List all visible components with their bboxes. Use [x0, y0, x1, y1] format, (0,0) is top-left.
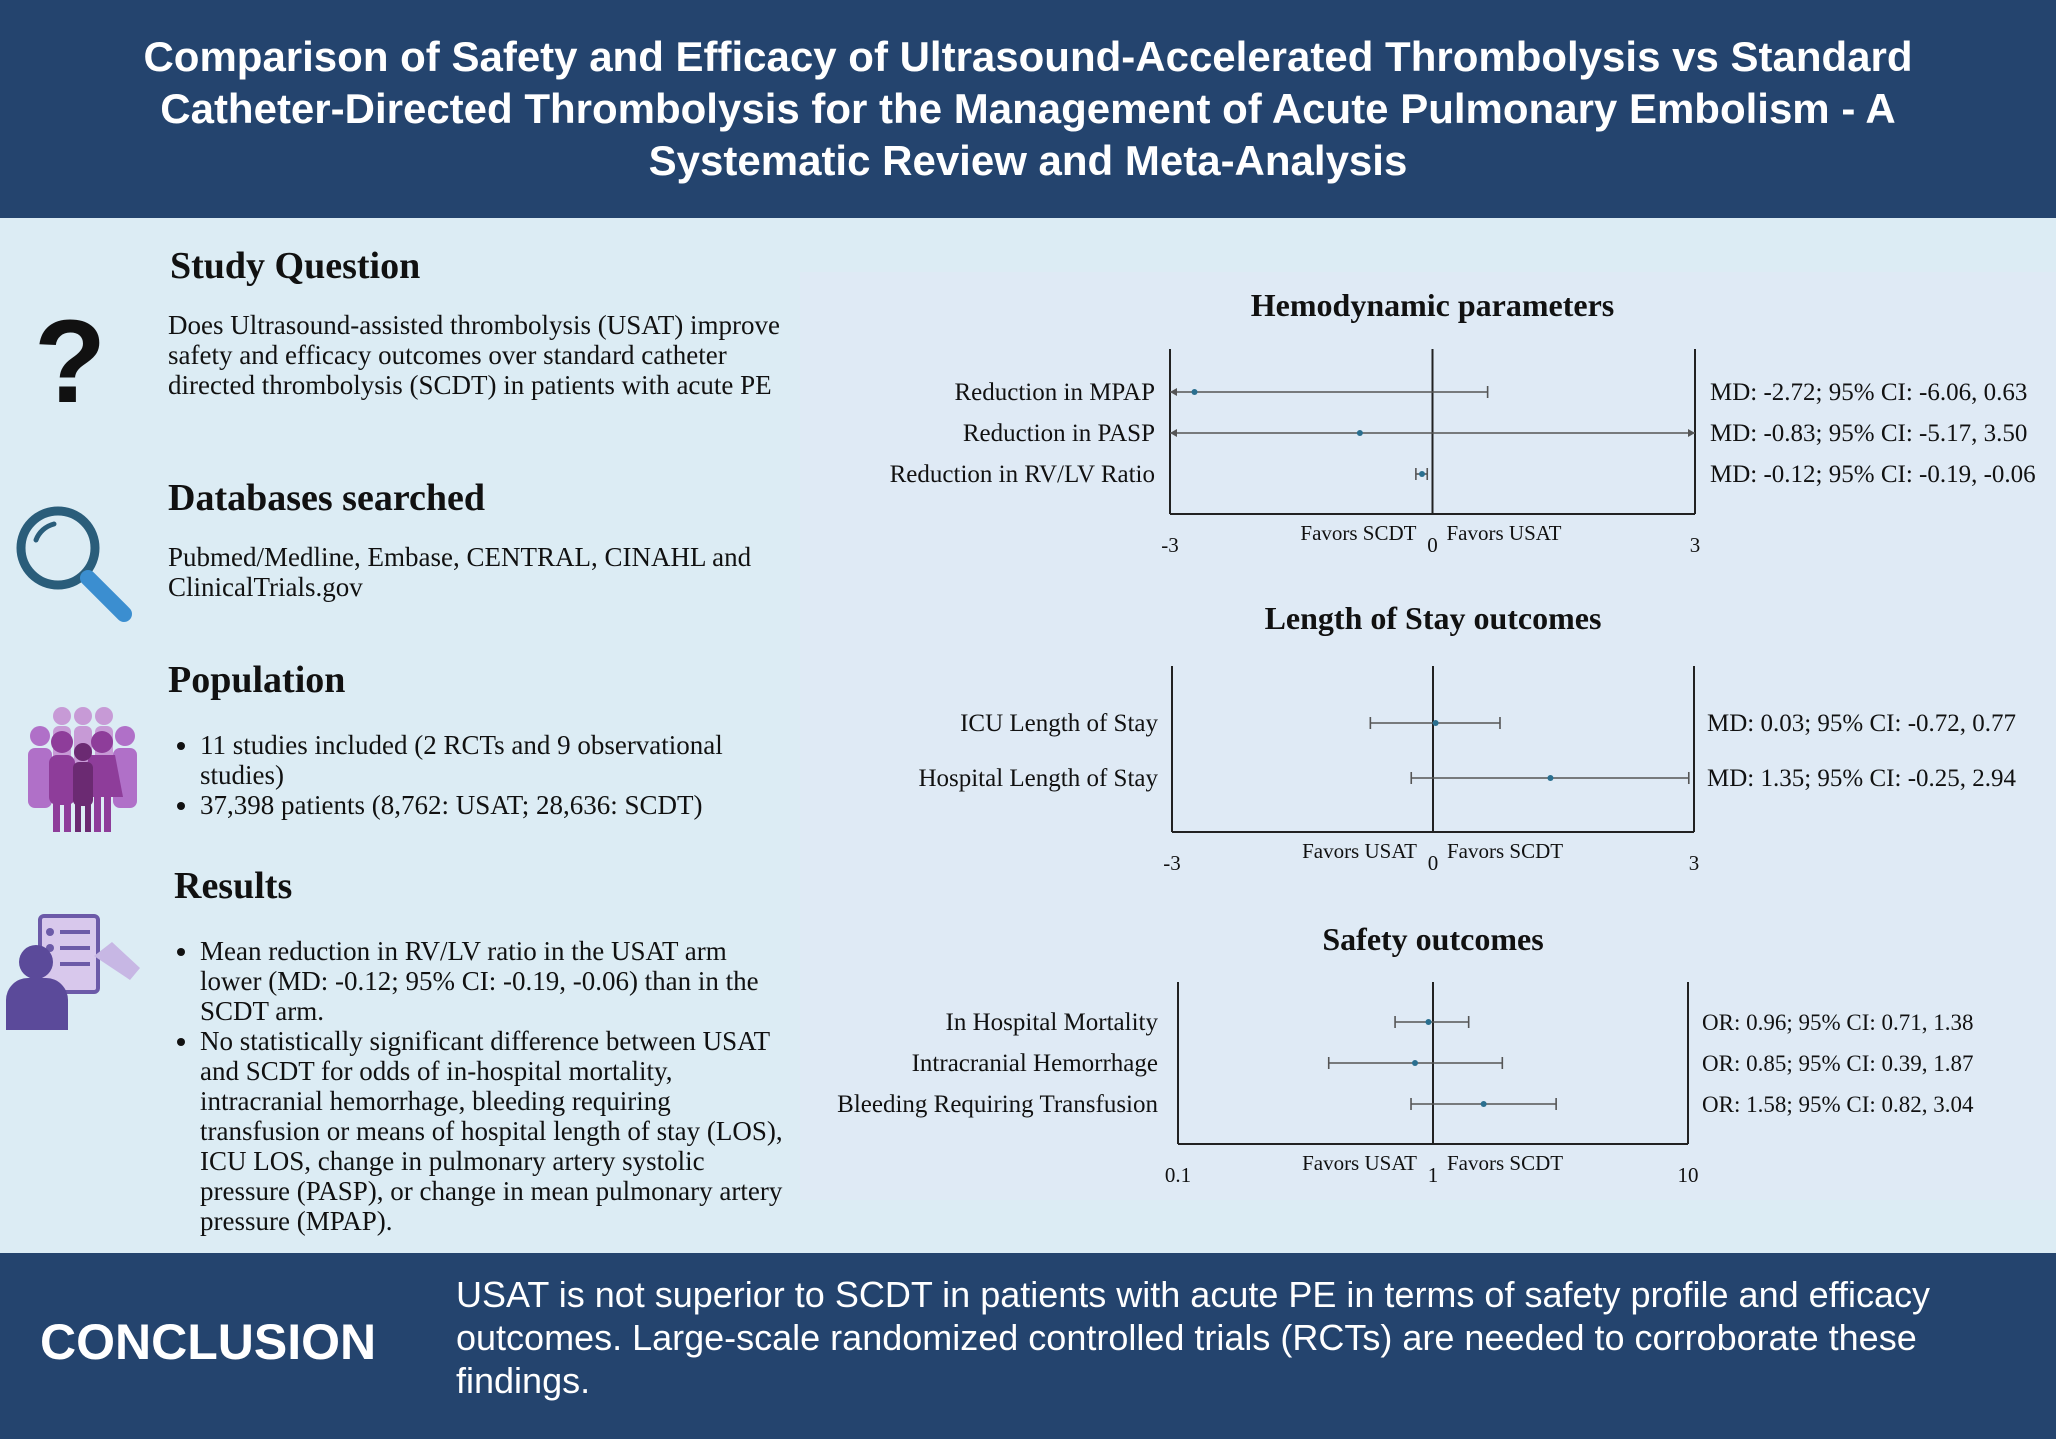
x-tick-label: 3 [1689, 533, 1701, 557]
point-estimate [1357, 430, 1363, 436]
point-estimate [1433, 720, 1439, 726]
results-heading: Results [174, 865, 293, 907]
conclusion-label: CONCLUSION [40, 1314, 377, 1370]
effect-estimate-text: MD: -0.83; 95% CI: -5.17, 3.50 [1710, 420, 2028, 447]
ci-arrow-right [1688, 429, 1695, 437]
page-title: Comparison of Safety and Efficacy of Ultrasound-Accelerated Thrombolysis vs Standard Catheter-Directed Thrombolysis for the Management of Acute Pulmonary Embolism - A Systematic Review and Meta-Analysis [143, 33, 1913, 184]
row-label: Intracranial Hemorrhage [911, 1050, 1158, 1077]
results-checklist-icon [2, 912, 148, 1032]
study-question-heading: Study Question [170, 245, 421, 287]
forest-plots-svg [800, 272, 2056, 1200]
population-list [168, 730, 778, 820]
left-panel [0, 218, 800, 1253]
favors-left-label: Favors SCDT [1300, 521, 1417, 545]
ci-arrow-left [1170, 429, 1177, 437]
effect-estimate-text: MD: 1.35; 95% CI: -0.25, 2.94 [1707, 765, 2017, 792]
x-tick-label: 0 [1427, 533, 1438, 557]
row-label: Reduction in RV/LV Ratio [889, 461, 1155, 488]
point-estimate [1547, 775, 1553, 781]
row-label: In Hospital Mortality [945, 1009, 1158, 1036]
point-estimate [1481, 1101, 1487, 1107]
forest-plots-panel [800, 272, 2056, 1200]
x-tick-label: 10 [1677, 1163, 1699, 1187]
row-label: Hospital Length of Stay [918, 765, 1158, 792]
point-estimate [1412, 1060, 1418, 1066]
favors-right-label: Favors USAT [1446, 521, 1562, 545]
x-tick-label: 1 [1427, 1163, 1439, 1187]
favors-right-label: Favors SCDT [1447, 839, 1564, 863]
results-list [168, 936, 790, 1236]
effect-estimate-text: MD: 0.03; 95% CI: -0.72, 0.77 [1707, 710, 2017, 737]
point-estimate [1419, 471, 1425, 477]
favors-left-label: Favors USAT [1302, 1151, 1417, 1175]
x-tick-label: -3 [1163, 851, 1181, 875]
conclusion-text: USAT is not superior to SCDT in patients with acute PE in terms of safety profile and efficacy outcomes. Large-scale randomized controlled trials (RCTs) are needed to corroborate these findings. [456, 1274, 1931, 1401]
chart-title: Safety outcomes [1322, 921, 1544, 957]
x-tick-label: 3 [1688, 851, 1700, 875]
point-estimate [1192, 389, 1198, 395]
ci-arrow-left [1170, 388, 1177, 396]
row-label: Bleeding Requiring Transfusion [837, 1091, 1158, 1118]
x-tick-label: -3 [1161, 533, 1179, 557]
population-people-icon [22, 704, 144, 834]
conclusion-banner [0, 1253, 2056, 1439]
row-label: Reduction in PASP [962, 420, 1155, 447]
point-estimate [1425, 1019, 1431, 1025]
effect-estimate-text: OR: 1.58; 95% CI: 0.82, 3.04 [1702, 1092, 1974, 1117]
row-label: Reduction in MPAP [954, 379, 1155, 406]
effect-estimate-text: MD: -2.72; 95% CI: -6.06, 0.63 [1710, 379, 2028, 406]
population-heading: Population [168, 659, 346, 701]
study-question-text: Does Ultrasound-assisted thrombolysis (USAT) improve safety and efficacy outcomes over standard catheter directed thrombolysis (SCDT) in patients with acute PE [168, 310, 780, 400]
effect-estimate-text: MD: -0.12; 95% CI: -0.19, -0.06 [1710, 461, 2036, 488]
magnifier-icon [10, 500, 135, 625]
header-banner [0, 0, 2056, 218]
databases-text: Pubmed/Medline, Embase, CENTRAL, CINAHL and ClinicalTrials.gov [168, 542, 752, 602]
question-mark-icon: ? [34, 296, 107, 428]
x-tick-label: 0.1 [1164, 1163, 1192, 1187]
population-item: • 11 studies included (2 RCTs and 9 observational studies) [200, 730, 778, 790]
favors-left-label: Favors USAT [1302, 839, 1417, 863]
databases-heading: Databases searched [168, 477, 486, 519]
population-item: • 37,398 patients (8,762: USAT; 28,636: SCDT) [200, 790, 778, 820]
chart-title: Hemodynamic parameters [1250, 287, 1615, 323]
results-item: • Mean reduction in RV/LV ratio in the USAT arm lower (MD: -0.12; 95% CI: -0.19, -0.06) than in the SCDT arm. [200, 936, 790, 1026]
favors-right-label: Favors SCDT [1447, 1151, 1564, 1175]
chart-title: Length of Stay outcomes [1264, 600, 1602, 636]
row-label: ICU Length of Stay [960, 710, 1158, 737]
results-item: • No statistically significant difference between USAT and SCDT for odds of in-hospital mortality, intracranial hemorrhage, bleeding requiring transfusion or means of hospital length of stay (LOS), ICU LOS, change in pulmonary artery systolic pressure (PASP), or change in mean pulmonary artery pressure (MPAP). [200, 1026, 790, 1236]
effect-estimate-text: OR: 0.85; 95% CI: 0.39, 1.87 [1702, 1051, 1974, 1076]
x-tick-label: 0 [1427, 851, 1439, 875]
effect-estimate-text: OR: 0.96; 95% CI: 0.71, 1.38 [1702, 1010, 1974, 1035]
